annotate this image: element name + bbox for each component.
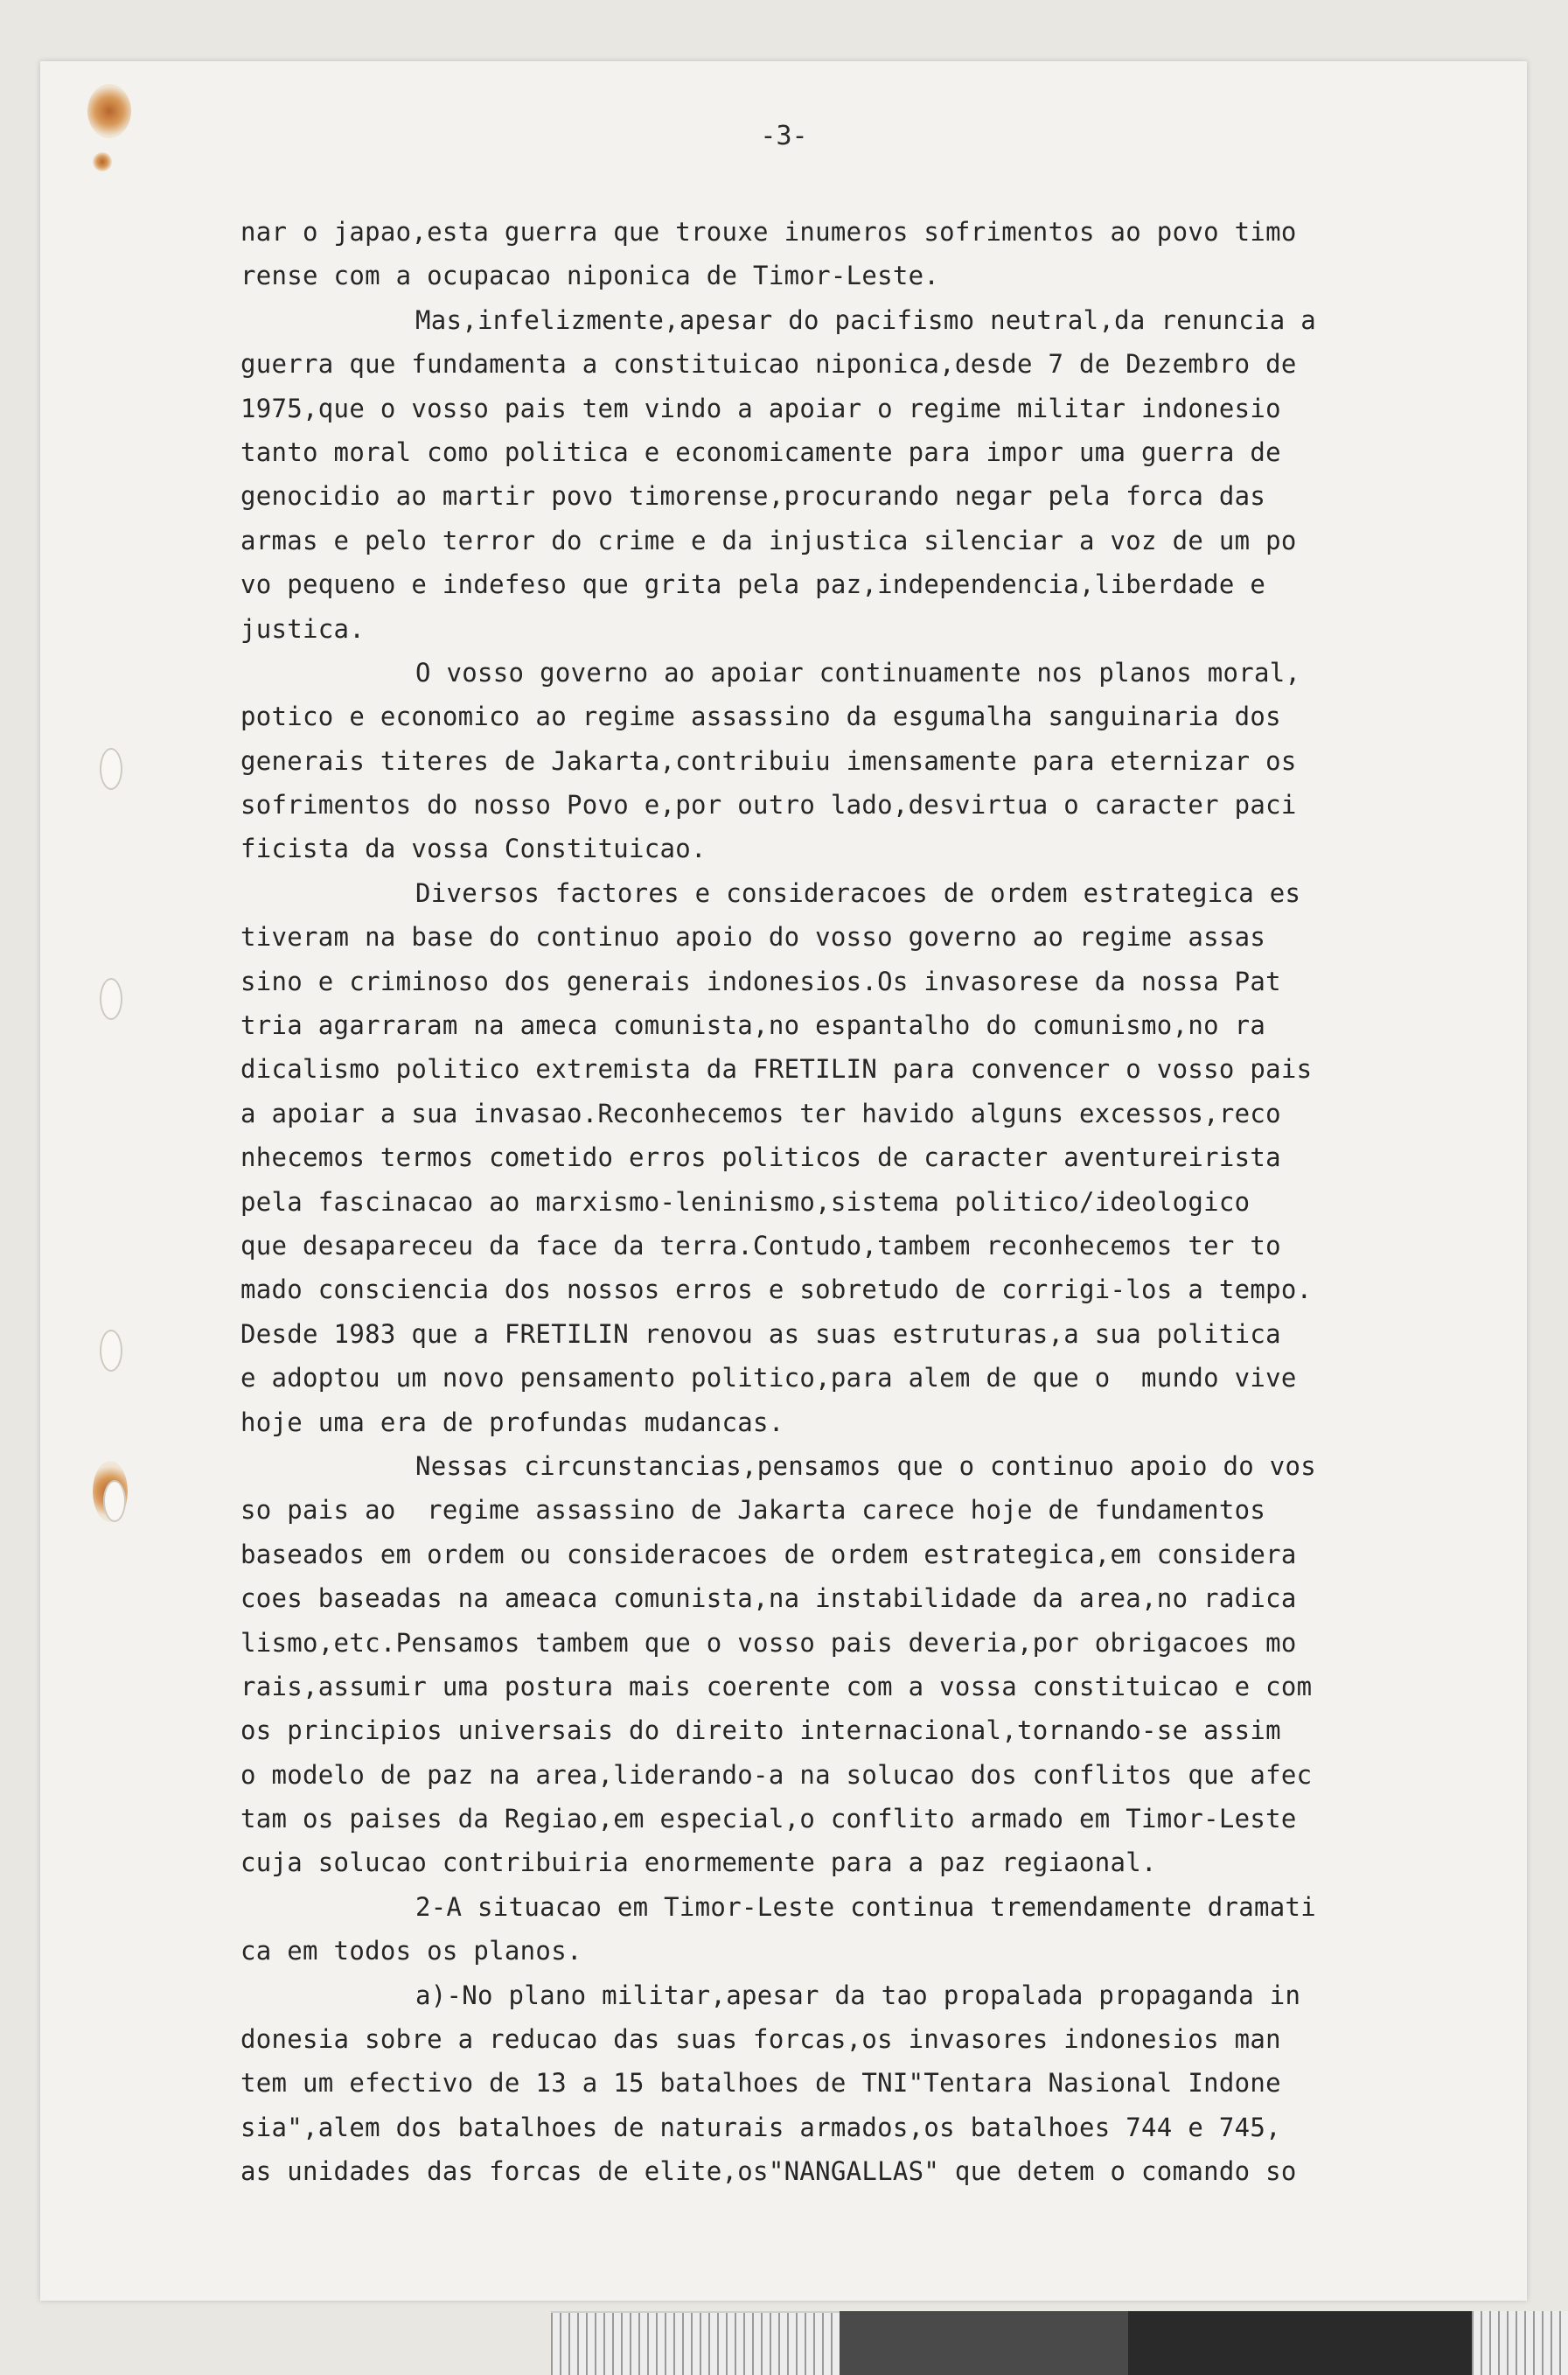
text-line: cuja solucao contribuiria enormemente para a paz regiaonal. xyxy=(240,1848,1157,1878)
text-line: tanto moral como politica e economicamente para impor uma guerra de xyxy=(240,437,1281,467)
text-line: e adoptou um novo pensamento politico,para alem de que o mundo vive xyxy=(240,1363,1297,1394)
text-line: 2-A situacao em Timor-Leste continua tremendamente dramati xyxy=(415,1891,1317,1922)
text-line: justica. xyxy=(240,613,366,644)
text-line: donesia sobre a reducao das suas forcas,os invasores indonesios man xyxy=(240,2024,1281,2055)
text-line: rais,assumir uma postura mais coerente com a vossa constituicao e com xyxy=(240,1671,1313,1701)
text-line: 1975,que o vosso pais tem vindo a apoiar o regime militar indonesio xyxy=(240,393,1281,423)
text-line: ca em todos os planos. xyxy=(240,1936,582,1966)
text-line: mado consciencia dos nossos erros e sobretudo de corrigi-los a tempo. xyxy=(240,1275,1313,1305)
text-line: guerra que fundamenta a constituicao niponica,desde 7 de Dezembro de xyxy=(240,349,1297,380)
typewritten-text xyxy=(240,210,1500,2194)
text-line: nhecemos termos cometido erros politicos de caracter aventureirista xyxy=(240,1142,1281,1173)
text-line: sia",alem dos batalhoes de naturais armados,os batalhoes 744 e 745, xyxy=(240,2112,1281,2142)
text-line: tria agarraram na ameca comunista,no espantalho do comunismo,no ra xyxy=(240,1010,1266,1041)
text-line: a apoiar a sua invasao.Reconhecemos ter havido alguns excessos,reco xyxy=(240,1098,1281,1128)
page-number: -3- xyxy=(760,121,808,151)
text-line: baseados em ordem ou consideracoes de ordem estrategica,em considera xyxy=(240,1539,1297,1569)
scale-grey-block xyxy=(840,2311,1128,2375)
punch-hole-3 xyxy=(100,1330,122,1372)
text-line: lismo,etc.Pensamos tambem que o vosso pais deveria,por obrigacoes mo xyxy=(240,1627,1297,1658)
text-line: so pais ao regime assassino de Jakarta carece hoje de fundamentos xyxy=(240,1495,1266,1526)
text-line: vo pequeno e indefeso que grita pela paz,independencia,liberdade e xyxy=(240,569,1266,600)
text-line: coes baseadas na ameaca comunista,na instabilidade da area,no radica xyxy=(240,1583,1297,1614)
text-line: a)-No plano militar,apesar da tao propalada propaganda in xyxy=(415,1980,1301,2010)
text-line: Diversos factores e consideracoes de ordem estrategica es xyxy=(415,877,1301,908)
punch-hole-2 xyxy=(100,978,122,1020)
text-line: tiveram na base do continuo apoio do vosso governo ao regime assas xyxy=(240,922,1266,953)
text-line: pela fascinacao ao marxismo-leninismo,sistema politico/ideologico xyxy=(240,1186,1251,1217)
scale-dark-block xyxy=(1128,2311,1472,2375)
text-line: nar o japao,esta guerra que trouxe inumeros sofrimentos ao povo timo xyxy=(240,217,1297,247)
text-line: o modelo de paz na area,liderando-a na solucao dos conflitos que afec xyxy=(240,1759,1313,1790)
text-line: os principios universais do direito internacional,tornando-se assim xyxy=(240,1715,1281,1746)
punch-hole-1 xyxy=(100,748,122,790)
text-line: Desde 1983 que a FRETILIN renovou as suas estruturas,a sua politica xyxy=(240,1318,1281,1349)
text-line: ficista da vossa Constituicao. xyxy=(240,834,707,864)
text-line: Nessas circunstancias,pensamos que o continuo apoio do vos xyxy=(415,1450,1317,1481)
text-line: rense com a ocupacao niponica de Timor-Leste. xyxy=(240,261,940,291)
text-line: Mas,infelizmente,apesar do pacifismo neutral,da renuncia a xyxy=(415,304,1317,335)
punch-hole-4 xyxy=(103,1480,126,1522)
scan-scale-bar xyxy=(551,2311,1568,2375)
text-line: hoje uma era de profundas mudancas. xyxy=(240,1407,784,1437)
text-line: tam os paises da Regiao,em especial,o conflito armado em Timor-Leste xyxy=(240,1804,1297,1834)
text-line: genocidio ao martir povo timorense,procurando negar pela forca das xyxy=(240,481,1266,512)
text-line: armas e pelo terror do crime e da injustica silenciar a voz de um po xyxy=(240,525,1297,555)
text-line: potico e economico ao regime assassino da esgumalha sanguinaria dos xyxy=(240,702,1281,732)
scale-ruler xyxy=(551,2311,840,2375)
text-line: que desapareceu da face da terra.Contudo,tambem reconhecemos ter to xyxy=(240,1230,1281,1261)
text-line: O vosso governo ao apoiar continuamente nos planos moral, xyxy=(415,657,1301,688)
text-line: generais titeres de Jakarta,contribuiu imensamente para eternizar os xyxy=(240,745,1297,776)
text-line: dicalismo politico extremista da FRETILIN para convencer o vosso pais xyxy=(240,1054,1313,1085)
text-line: tem um efectivo de 13 a 15 batalhoes de TNI"Tentara Nasional Indone xyxy=(240,2068,1281,2099)
text-line: as unidades das forcas de elite,os"NANGALLAS" que detem o comando so xyxy=(240,2156,1297,2187)
text-line: sino e criminoso dos generais indonesios.Os invasorese da nossa Pat xyxy=(240,966,1281,996)
scale-ruler-end xyxy=(1472,2311,1568,2375)
rust-stain-small xyxy=(93,152,112,171)
text-line: sofrimentos do nosso Povo e,por outro lado,desvirtua o caracter paci xyxy=(240,790,1297,821)
